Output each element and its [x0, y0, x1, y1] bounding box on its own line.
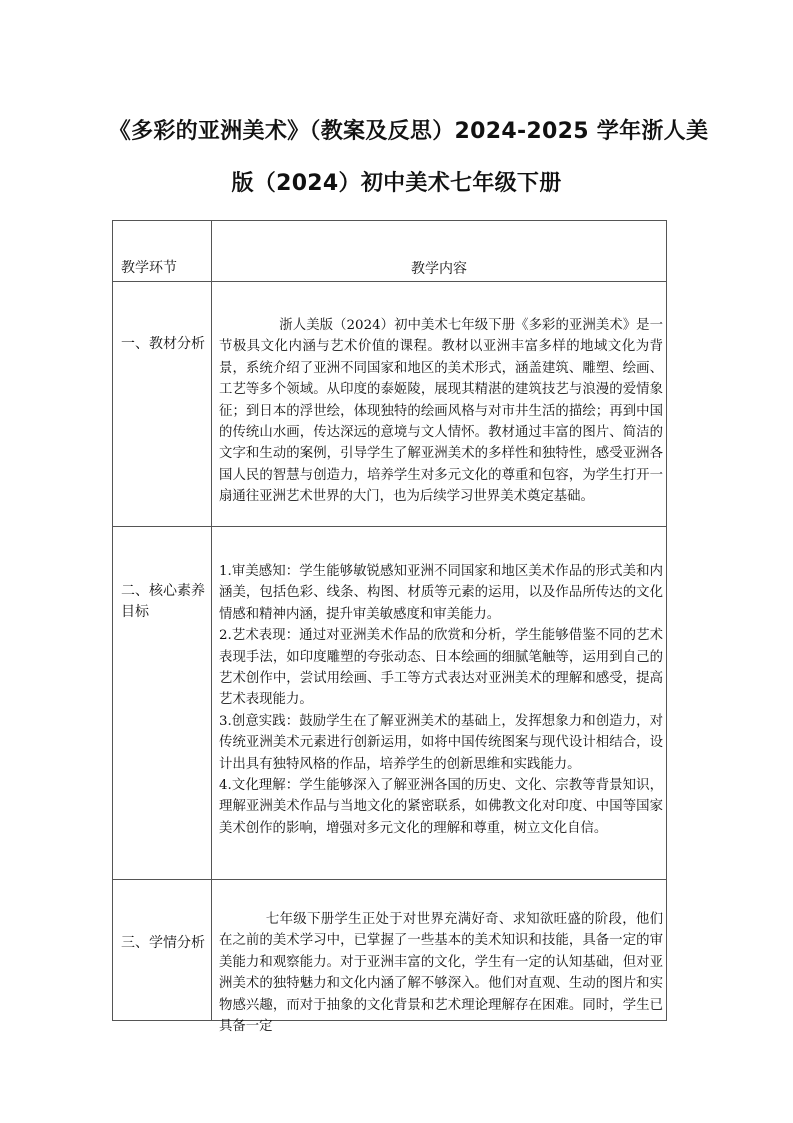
document-title-line1: 《多彩的亚洲美术》（教案及反思）2024-2025 学年浙人美 [108, 119, 709, 144]
paragraph: 2.艺术表现：通过对亚洲美术作品的欣赏和分析，学生能够借鉴不同的艺术表现手法，如印度雕塑的夸张动态、日本绘画的细腻笔触等，运用到自己的艺术创作中，尝试用绘画、手工等方式表达对亚洲美术的理解和感受，提高艺术表现能力。 [219, 628, 663, 708]
document-title-line2: 版（2024）初中美术七年级下册 [231, 171, 562, 196]
header-cell-teaching-content: 教学内容 [411, 261, 467, 277]
paragraph: 4.文化理解：学生能够深入了解亚洲各国的历史、文化、宗教等背景知识，理解亚洲美术作品与当地文化的紧密联系，如佛教文化对印度、中国等国家美术创作的影响，增强对多元文化的理解和尊重，树立文化自信。 [219, 778, 663, 836]
column-divider [211, 221, 212, 1020]
paragraph: 3.创意实践：鼓励学生在了解亚洲美术的基础上，发挥想象力和创造力，对传统亚洲美术元素进行创新运用，如将中国传统图案与现代设计相结合，设计出具有独特风格的作品，培养学生的创新思维和实践能力。 [219, 713, 663, 772]
header-cell-teaching-stage: 教学环节 [121, 260, 177, 276]
row-content-core-competency [219, 561, 663, 839]
row-label-student-analysis: 三、学情分析 [121, 935, 205, 951]
paragraph: 1.审美感知：学生能够敏锐感知亚洲不同国家和地区美术作品的形式美和内涵美，包括色彩、线条、构图、材质等元素的运用，以及作品所传达的文化情感和精神内涵，提升审美敏感度和审美能力。 [219, 564, 663, 622]
row-divider-header [113, 281, 666, 282]
lesson-plan-table [112, 220, 667, 1035]
row-label-textbook-analysis: 一、教材分析 [121, 336, 205, 352]
paragraph: 七年级下册学生正处于对世界充满好奇、求知欲旺盛的阶段，他们在之前的美术学习中，已掌握了一些基本的美术知识和技能，具备一定的审美能力和观察能力。对于亚洲丰富的文化，学生有一定的认知基础，但对亚洲美术的独特魅力和文化内涵了解不够深入。他们对直观、生动的图片和实物感兴趣，而对于抽象的文化背景和艺术理论理解存在困难。同时，学生已具备一定 [219, 912, 663, 1035]
paragraph: 浙人美版（2024）初中美术七年级下册《多彩的亚洲美术》是一节极具文化内涵与艺术价值的课程。教材以亚洲丰富多样的地域文化为背景，系统介绍了亚洲不同国家和地区的美术形式，涵盖建筑、雕塑、绘画、工艺等多个领域。从印度的泰姬陵，展现其精湛的建筑技艺与浪漫的爱情象征；到日本的浮世绘，体现独特的绘画风格与对市井生活的描绘；再到中国的传统山水画，传达深远的意境与文人情怀。教材通过丰富的图片、简洁的文字和生动的案例，引导学生了解亚洲美术的多样性和独特性，感受亚洲各国人民的智慧与创造力，培养学生对多元文化的尊重和包容，为学生打开一扇通往亚洲艺术世界的大门，也为后续学习世界美术奠定基础。 [219, 318, 663, 505]
row-divider-1 [113, 526, 666, 527]
row-label-core-competency: 二、核心素养目标 [121, 583, 205, 620]
row-content-student-analysis [219, 871, 663, 1043]
row-content-textbook-analysis [219, 315, 663, 508]
